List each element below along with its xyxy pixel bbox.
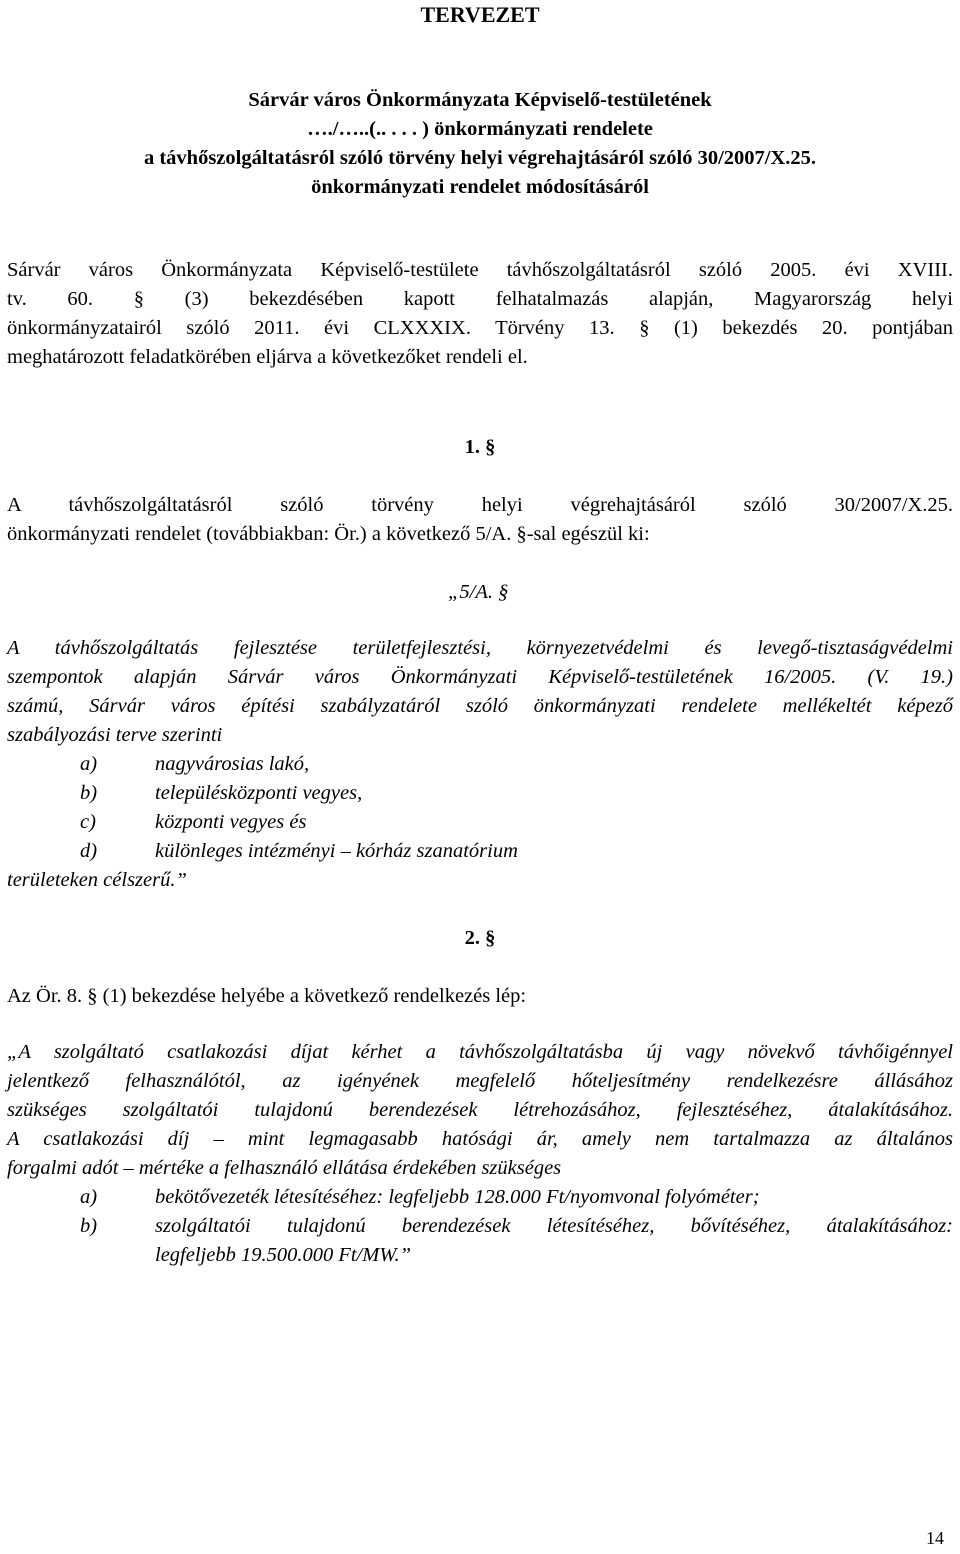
title-line: Sárvár város Önkormányzata Képviselő-testületének	[248, 89, 712, 111]
paragraph-line: számú, Sárvár város építési szabályzatáról szóló önkormányzati rendelete mellékeltét képező	[7, 695, 953, 717]
list-text: legfeljebb 19.500.000 Ft/MW.”	[155, 1244, 412, 1266]
list-text: nagyvárosias lakó,	[155, 753, 310, 775]
title-line: önkormányzati rendelet módosításáról	[311, 176, 649, 198]
section-2-paragraph	[7, 1038, 953, 1183]
section-2-number: 2. §	[464, 927, 496, 949]
paragraph-line: forgalmi adót – mértéke a felhasználó ellátása érdekében szükséges	[7, 1157, 562, 1179]
preamble-line: Sárvár város Önkormányzata Képviselő-testülete távhőszolgáltatásról szóló 2005. évi XVIII.	[7, 259, 953, 281]
section-1-body	[7, 491, 953, 549]
list-text: településközponti vegyes,	[155, 782, 363, 804]
new-section-title: „5/A. §	[448, 581, 509, 603]
section-1-line: önkormányzati rendelet (továbbiakban: Ör.) a következő 5/A. §-sal egészül ki:	[7, 523, 650, 545]
paragraph-line: „A szolgáltató csatlakozási díjat kérhet a távhőszolgáltatásba új vagy növekvő távhőigénnyel	[7, 1041, 953, 1063]
section-1-closing: területeken célszerű.”	[7, 869, 187, 891]
list-text: bekötővezeték létesítéséhez: legfeljebb 128.000 Ft/nyomvonal folyóméter;	[155, 1186, 760, 1208]
title-line: …./…..(.. . . . ) önkormányzati rendelete	[307, 118, 653, 140]
list-text: központi vegyes és	[155, 811, 307, 833]
list-letter: b)	[80, 1215, 98, 1237]
paragraph-line: szükséges szolgáltatói tulajdonú berendezések létrehozásához, fejlesztéséhez, átalakításához.	[7, 1099, 953, 1121]
section-2-intro: Az Ör. 8. § (1) bekezdése helyébe a következő rendelkezés lép:	[7, 985, 527, 1007]
new-section-paragraph	[7, 634, 953, 750]
list-letter: c)	[80, 811, 96, 833]
page-number: 14	[926, 1528, 944, 1548]
preamble-line: önkormányzatairól szóló 2011. évi CLXXXIX. Törvény 13. § (1) bekezdés 20. pontjában	[7, 317, 953, 339]
paragraph-line: szabályozási terve szerinti	[7, 724, 223, 746]
page-header-label: TERVEZET	[420, 2, 540, 27]
paragraph-line: A távhőszolgáltatás fejlesztése területfejlesztési, környezetvédelmi és levegő-tisztaságvédelmi	[7, 637, 953, 659]
document-title	[0, 86, 960, 202]
paragraph-line: A csatlakozási díj – mint legmagasabb hatósági ár, amely nem tartalmazza az általános	[7, 1128, 953, 1150]
section-1-number: 1. §	[464, 436, 496, 458]
section-1-line: A távhőszolgáltatásról szóló törvény helyi végrehajtásáról szóló 30/2007/X.25.	[7, 494, 953, 516]
preamble-line: tv. 60. § (3) bekezdésében kapott felhatalmazás alapján, Magyarország helyi	[7, 288, 953, 310]
list-text: különleges intézményi – kórház szanatórium	[155, 840, 518, 862]
list-letter: a)	[80, 1186, 98, 1208]
list-letter: d)	[80, 840, 98, 862]
paragraph-line: szempontok alapján Sárvár város Önkormányzati Képviselő-testületének 16/2005. (V. 19.)	[7, 666, 953, 688]
list-letter: b)	[80, 782, 98, 804]
list-text: szolgáltatói tulajdonú berendezések létesítéséhez, bővítéséhez, átalakításához:	[155, 1215, 953, 1237]
list-letter: a)	[80, 753, 98, 775]
preamble-line: meghatározott feladatkörében eljárva a következőket rendeli el.	[7, 346, 528, 368]
title-line: a távhőszolgáltatásról szóló törvény helyi végrehajtásáról szóló 30/2007/X.25.	[143, 147, 817, 169]
paragraph-line: jelentkező felhasználótól, az igényének megfelelő hőteljesítmény rendelkezésre állásához	[7, 1070, 953, 1092]
preamble	[7, 256, 953, 372]
